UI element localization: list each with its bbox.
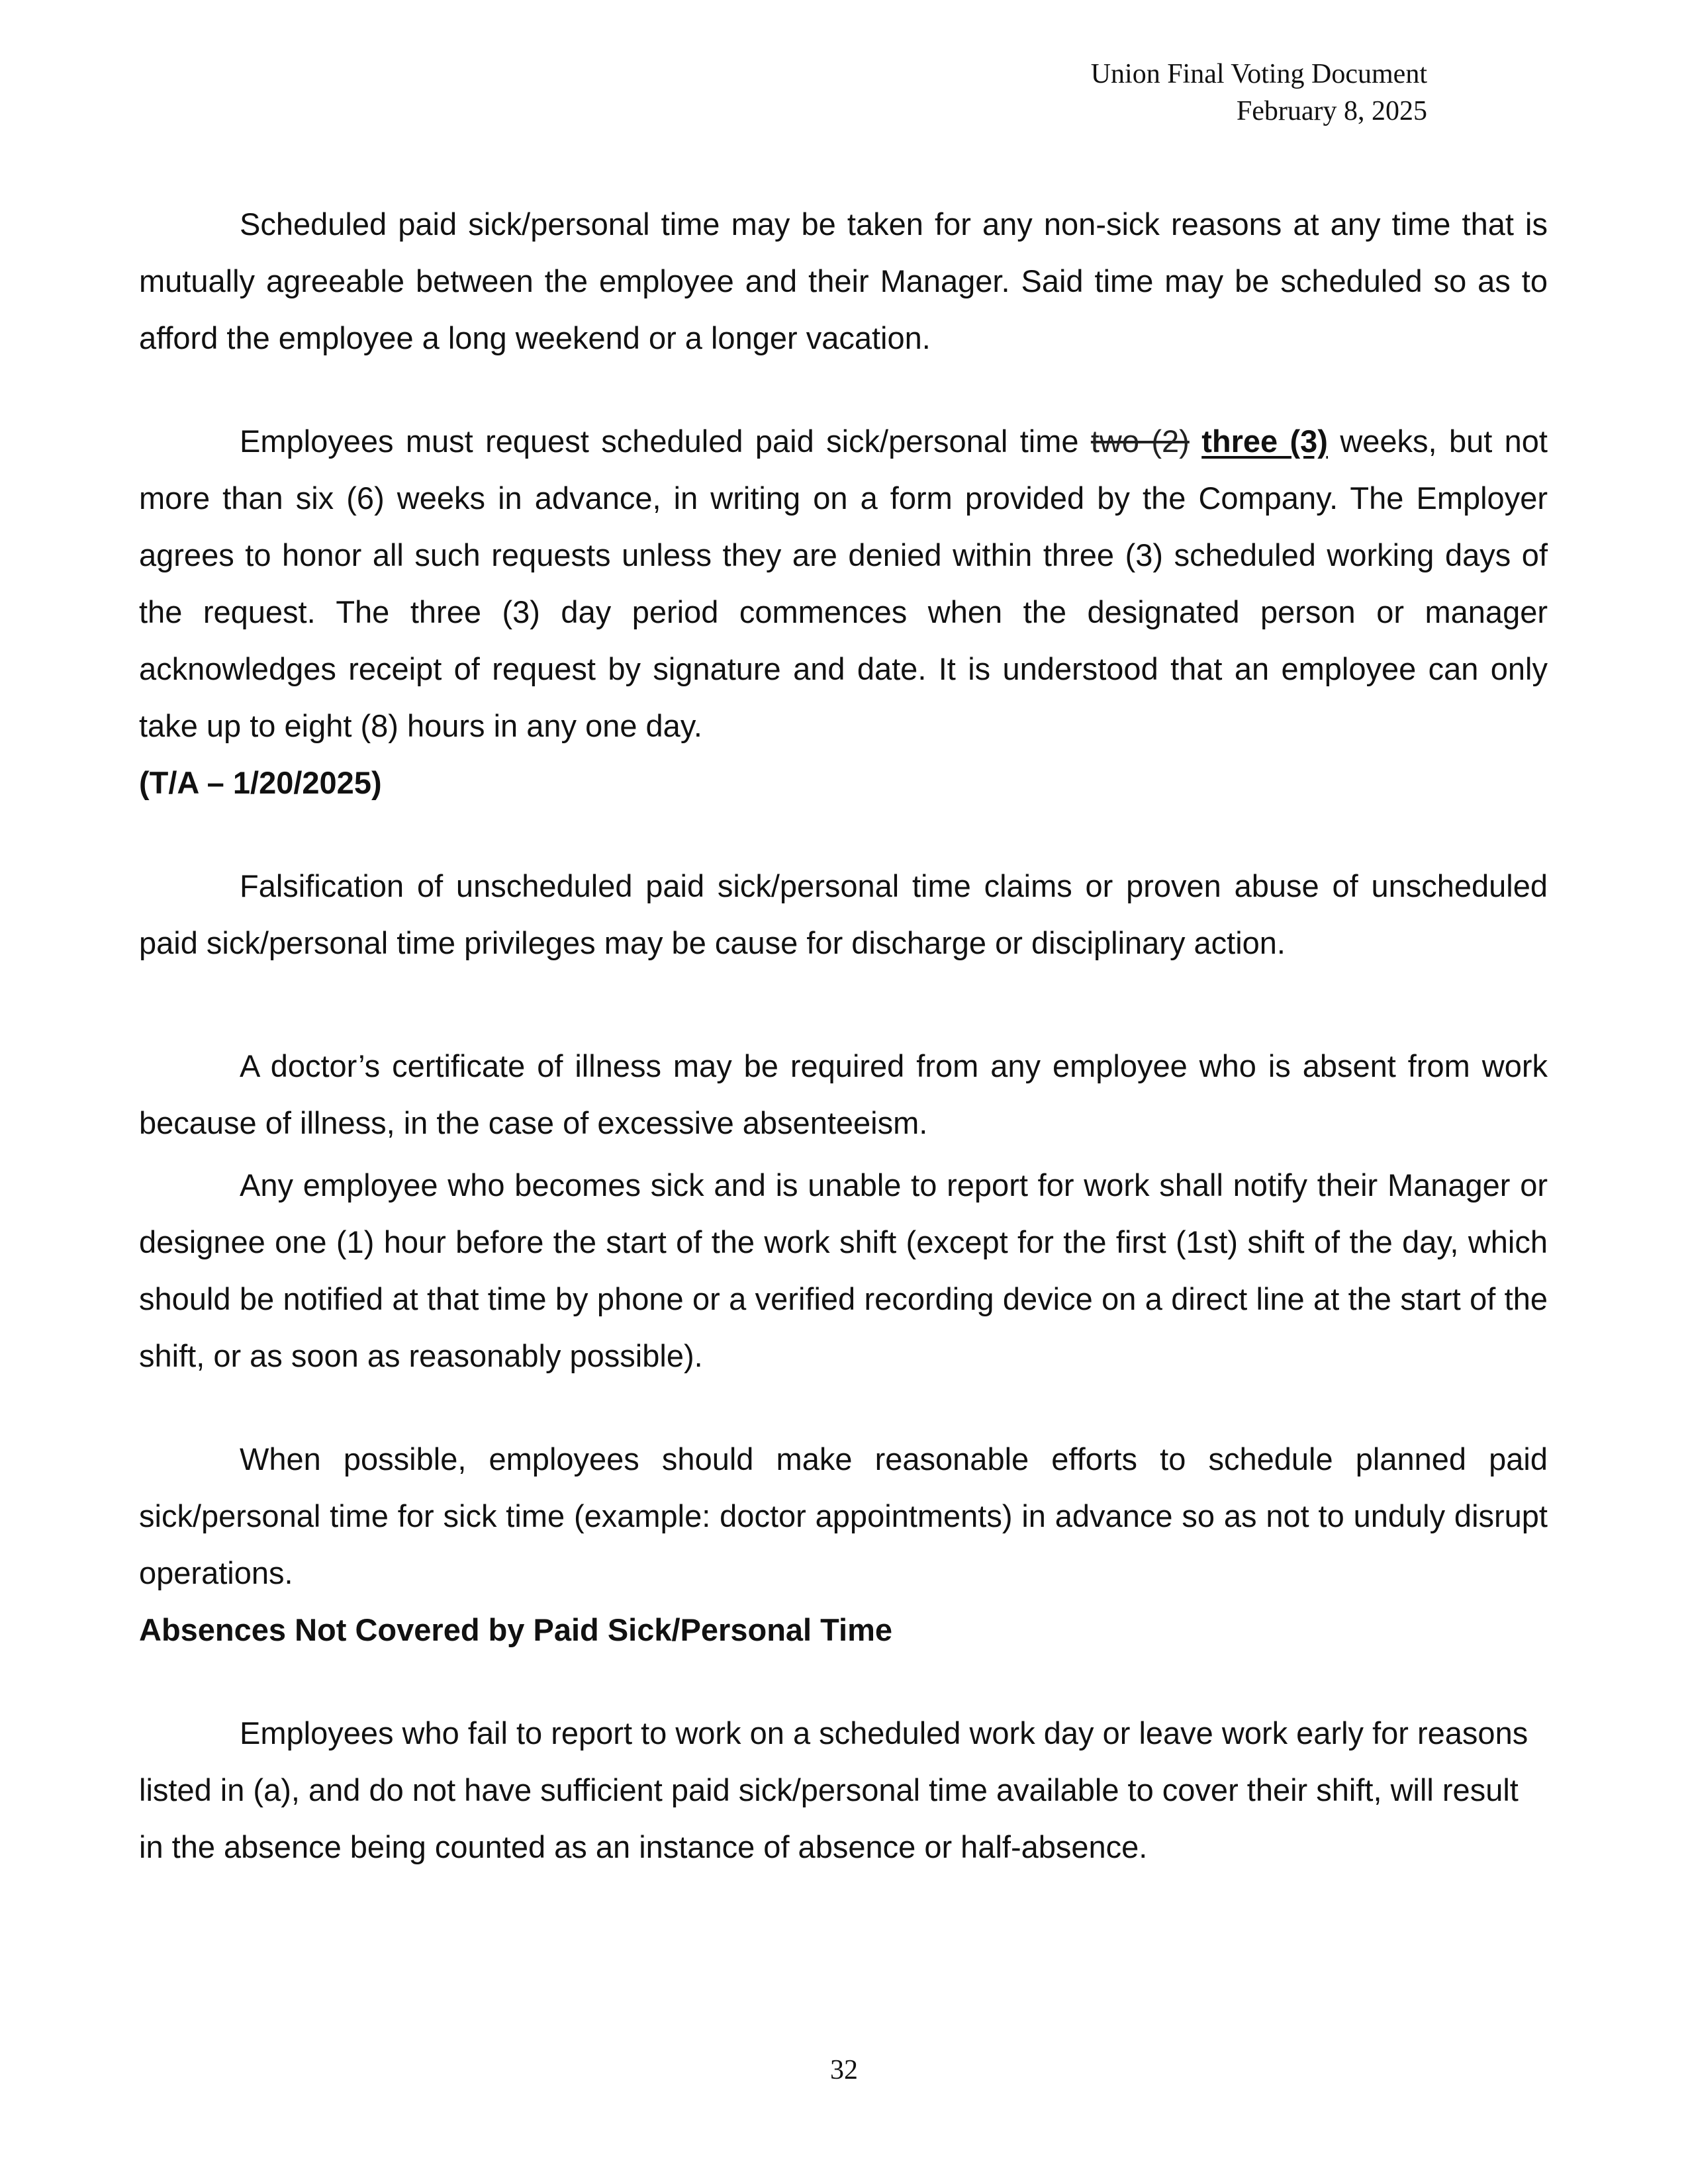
paragraph-notify-manager: Any employee who becomes sick and is unable to report for work shall notify their Manager or designee one (1) hour before the start of the work shift (except for the first (1st) shift of the day, which should be notified at that time by phone or a verified recording device on a direct line at the start of the shift, or as soon as reasonably possible).: [139, 1167, 1548, 1373]
request-notice-end: weeks, but not more than six (6) weeks in advance, in writing on a form provided by the Company. The Employer agrees to honor all such requests unless they are denied within three (3) scheduled working days of the request. The three (3) day period commences when the designated person or manager acknowledges receipt of request by signature and date. It is understood that an employee can only take up to eight (8) hours in any one day.: [139, 424, 1548, 743]
request-notice-start: Employees must request scheduled paid sick/personal time: [240, 424, 1091, 459]
header-date: February 8, 2025: [1236, 96, 1427, 126]
document-header: [1091, 56, 1427, 130]
struck-text: two (2): [1090, 424, 1190, 459]
inserted-text: three (3): [1201, 424, 1328, 459]
paragraph-falsification: Falsification of unscheduled paid sick/personal time claims or proven abuse of unscheduled paid sick/personal time privileges may be cause for discharge or disciplinary action.: [139, 868, 1548, 960]
paragraph-doctor-certificate: A doctor’s certificate of illness may be required from any employee who is absent from work because of illness, in the case of excessive absenteeism.: [139, 1048, 1548, 1140]
header-title: Union Final Voting Document: [1090, 59, 1427, 89]
page-number: 32: [830, 2055, 858, 2085]
paragraph-planned-time: When possible, employees should make reasonable efforts to schedule planned paid sick/personal time for sick time (example: doctor appointments) in advance so as not to unduly disrupt operations.: [139, 1441, 1548, 1590]
paragraph-absences: Employees who fail to report to work on a scheduled work day or leave work early for reasons listed in (a), and do not have sufficient paid sick/personal time available to cover their shift, will result in the absence being counted as an instance of absence or half-absence.: [139, 1715, 1528, 1864]
document-body: [139, 196, 1548, 1876]
paragraph-request-notice: [139, 413, 1548, 754]
tentative-agreement-note: (T/A – 1/20/2025): [139, 765, 382, 800]
section-heading: Absences Not Covered by Paid Sick/Personal Time: [139, 1612, 893, 1647]
paragraph-scheduled-time: Scheduled paid sick/personal time may be taken for any non-sick reasons at any time that is mutually agreeable between the employee and their Manager. Said time may be scheduled so as to afford the employee a long weekend or a longer vacation.: [139, 206, 1548, 355]
